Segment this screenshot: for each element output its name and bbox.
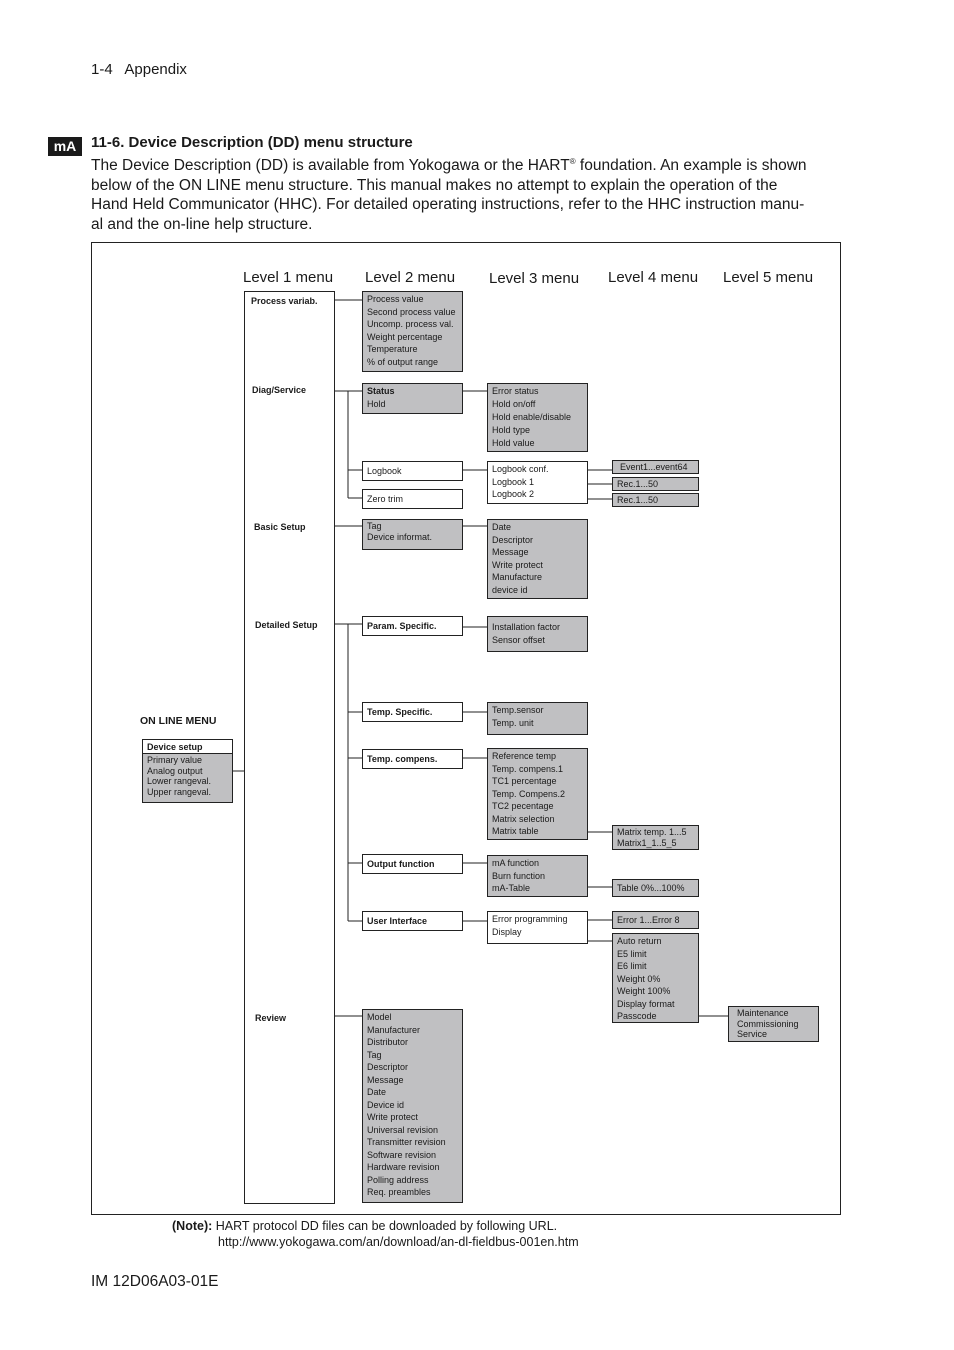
list-item: Transmitter revision bbox=[367, 1137, 446, 1147]
list-item: Hold value bbox=[492, 438, 535, 448]
list-item: Uncomp. process val. bbox=[367, 319, 454, 329]
list-item: Matrix1_1..5_5 bbox=[617, 838, 677, 848]
note-label: (Note): bbox=[172, 1219, 213, 1233]
tag-label: Tag bbox=[367, 521, 382, 531]
list-item: Commissioning bbox=[737, 1018, 799, 1029]
logbook-button[interactable]: Logbook bbox=[362, 461, 463, 481]
list-item: Display bbox=[492, 926, 522, 937]
list-item: Logbook conf. bbox=[492, 464, 549, 474]
list-item: Reference temp bbox=[492, 751, 557, 761]
passcode-items-box[interactable] bbox=[728, 1006, 819, 1042]
list-item: Hold type bbox=[492, 425, 531, 435]
list-item: TC2 pecentage bbox=[492, 801, 554, 811]
list-item: Distributor bbox=[367, 1037, 409, 1047]
events-box[interactable]: Event1...event64 bbox=[612, 460, 699, 474]
temp-specific-button[interactable]: Temp. Specific. bbox=[362, 702, 463, 722]
list-item: Burn function bbox=[492, 870, 546, 881]
param-items-box[interactable] bbox=[487, 616, 588, 652]
process-variables-box[interactable] bbox=[362, 291, 463, 372]
status-items-box[interactable] bbox=[487, 383, 588, 452]
ma-badge: mA bbox=[48, 137, 82, 156]
matrix-items-box[interactable] bbox=[612, 825, 699, 850]
list-item: Write protect bbox=[367, 1112, 418, 1122]
list-item: Second process value bbox=[367, 306, 456, 317]
list-item: Error status bbox=[492, 386, 539, 396]
list-item: Message bbox=[492, 547, 529, 557]
list-item: Process value bbox=[367, 294, 424, 304]
level-2-header: Level 2 menu bbox=[365, 269, 456, 286]
list-item: Temp. Compens.2 bbox=[492, 788, 566, 799]
status-label: Status bbox=[367, 386, 395, 396]
online-menu-label: ON LINE MENU bbox=[140, 715, 217, 727]
display-items-box[interactable] bbox=[612, 933, 699, 1023]
list-item: Lower rangeval. bbox=[147, 776, 212, 786]
device-setup-items[interactable] bbox=[142, 753, 233, 803]
list-item: Matrix temp. 1...5 bbox=[617, 827, 687, 837]
level-4-header: Level 4 menu bbox=[608, 269, 699, 286]
list-item: Primary value bbox=[147, 755, 203, 765]
list-item: Matrix table bbox=[492, 826, 539, 836]
intro-line-1: The Device Description (DD) is available from Yokogawa or the HART® foundation. An example is shown bbox=[91, 157, 807, 175]
list-item: Req. preambles bbox=[367, 1187, 431, 1197]
list-item: Hold enable/disable bbox=[492, 412, 572, 422]
list-item: Upper rangeval. bbox=[147, 786, 212, 797]
device-informat-label: Device informat. bbox=[367, 532, 433, 542]
list-item: Polling address bbox=[367, 1174, 429, 1185]
output-items-box[interactable] bbox=[487, 855, 588, 897]
logbook-items-box[interactable] bbox=[487, 461, 588, 504]
list-item: Descriptor bbox=[367, 1062, 409, 1072]
list-item: Device id bbox=[367, 1099, 405, 1110]
list-item: Message bbox=[367, 1074, 404, 1085]
list-item: E5 limit bbox=[617, 948, 647, 959]
level-1-bar bbox=[244, 291, 335, 1204]
intro-line-4: al and the on-line help structure. bbox=[91, 215, 313, 233]
list-item: Logbook 2 bbox=[492, 489, 535, 499]
ui-items-box[interactable] bbox=[487, 911, 588, 944]
level1-process-variab[interactable]: Process variab. bbox=[251, 296, 318, 306]
error-range-box[interactable]: Error 1...Error 8 bbox=[612, 911, 699, 929]
rec-1-box[interactable]: Rec.1...50 bbox=[612, 477, 699, 491]
list-item: Temp.sensor bbox=[492, 705, 544, 715]
device-info-box[interactable] bbox=[487, 519, 588, 599]
list-item: mA function bbox=[492, 858, 540, 868]
list-item: Sensor offset bbox=[492, 634, 545, 645]
intro-line-3: Hand Held Communicator (HHC). For detailed operating instructions, refer to the HHC instruction manu- bbox=[91, 196, 805, 214]
list-item: Service bbox=[737, 1029, 768, 1039]
list-item: Temp. unit bbox=[492, 717, 534, 728]
list-item: Descriptor bbox=[492, 534, 534, 545]
list-item: Temp. compens.1 bbox=[492, 763, 564, 774]
list-item: mA-Table bbox=[492, 883, 531, 893]
list-item: TC1 percentage bbox=[492, 776, 557, 786]
intro-line-2: below of the ON LINE menu structure. This manual makes no attempt to explain the operation of the bbox=[91, 176, 778, 194]
device-setup-title[interactable]: Device setup bbox=[142, 739, 233, 754]
param-specific-button[interactable]: Param. Specific. bbox=[362, 616, 463, 636]
level-3-header: Level 3 menu bbox=[489, 270, 580, 287]
list-item: Maintenance bbox=[737, 1008, 789, 1018]
list-item: Model bbox=[367, 1012, 392, 1022]
section-title: 11-6. Device Description (DD) menu structure bbox=[91, 134, 413, 151]
list-item: Universal revision bbox=[367, 1124, 439, 1135]
level1-diag-service[interactable]: Diag/Service bbox=[252, 385, 307, 395]
list-item: Weight 100% bbox=[617, 986, 671, 996]
review-box[interactable] bbox=[362, 1009, 463, 1203]
list-item: Logbook 1 bbox=[492, 476, 535, 487]
list-item: Hold on/off bbox=[492, 399, 536, 409]
status-box[interactable] bbox=[362, 383, 463, 414]
note-url[interactable]: http://www.yokogawa.com/an/download/an-dl-fieldbus-001en.htm bbox=[218, 1235, 579, 1249]
list-item: Error programming bbox=[492, 914, 568, 924]
document-id: IM 12D06A03-01E bbox=[91, 1273, 219, 1290]
hold-label: Hold bbox=[367, 398, 386, 409]
note bbox=[172, 1219, 557, 1233]
level1-basic-setup[interactable]: Basic Setup bbox=[254, 522, 306, 532]
chapter-title: Appendix bbox=[124, 61, 187, 78]
list-item: Matrix selection bbox=[492, 813, 555, 824]
list-item: Display format bbox=[617, 998, 675, 1009]
level1-detailed-setup[interactable]: Detailed Setup bbox=[255, 620, 318, 630]
list-item: Analog output bbox=[147, 765, 203, 776]
list-item: Manufacture bbox=[492, 572, 543, 582]
user-interface-button[interactable]: User Interface bbox=[362, 911, 463, 931]
list-item: Temperature bbox=[367, 344, 418, 354]
note-text: HART protocol DD files can be downloaded by following URL. bbox=[212, 1219, 558, 1233]
level1-review[interactable]: Review bbox=[255, 1013, 287, 1023]
list-item: Manufacturer bbox=[367, 1024, 421, 1035]
list-item: Hardware revision bbox=[367, 1162, 440, 1172]
temp-compens-button[interactable]: Temp. compens. bbox=[362, 749, 463, 769]
list-item: Passcode bbox=[617, 1011, 657, 1021]
table-range-box[interactable]: Table 0%...100% bbox=[612, 879, 699, 897]
list-item: % of output range bbox=[367, 356, 439, 367]
output-function-button[interactable]: Output function bbox=[362, 854, 463, 874]
list-item: Weight 0% bbox=[617, 973, 661, 984]
list-item: E6 limit bbox=[617, 961, 647, 971]
level-5-header: Level 5 menu bbox=[723, 269, 814, 286]
zero-trim-button[interactable]: Zero trim bbox=[362, 489, 463, 509]
list-item: Auto return bbox=[617, 936, 662, 946]
compens-items-box[interactable] bbox=[487, 748, 588, 840]
list-item: Software revision bbox=[367, 1149, 437, 1160]
list-item: Weight percentage bbox=[367, 331, 443, 342]
list-item: Installation factor bbox=[492, 622, 561, 632]
rec-2-box[interactable]: Rec.1...50 bbox=[612, 493, 699, 507]
level-1-header: Level 1 menu bbox=[243, 269, 334, 286]
basic-setup-box[interactable] bbox=[362, 519, 463, 550]
list-item: Date bbox=[367, 1087, 387, 1097]
temp-items-box[interactable] bbox=[487, 702, 588, 735]
list-item: Date bbox=[492, 522, 512, 532]
list-item: Write protect bbox=[492, 559, 543, 570]
list-item: device id bbox=[492, 584, 528, 595]
list-item: Tag bbox=[367, 1049, 382, 1060]
section-number: 1-4 bbox=[91, 61, 113, 78]
